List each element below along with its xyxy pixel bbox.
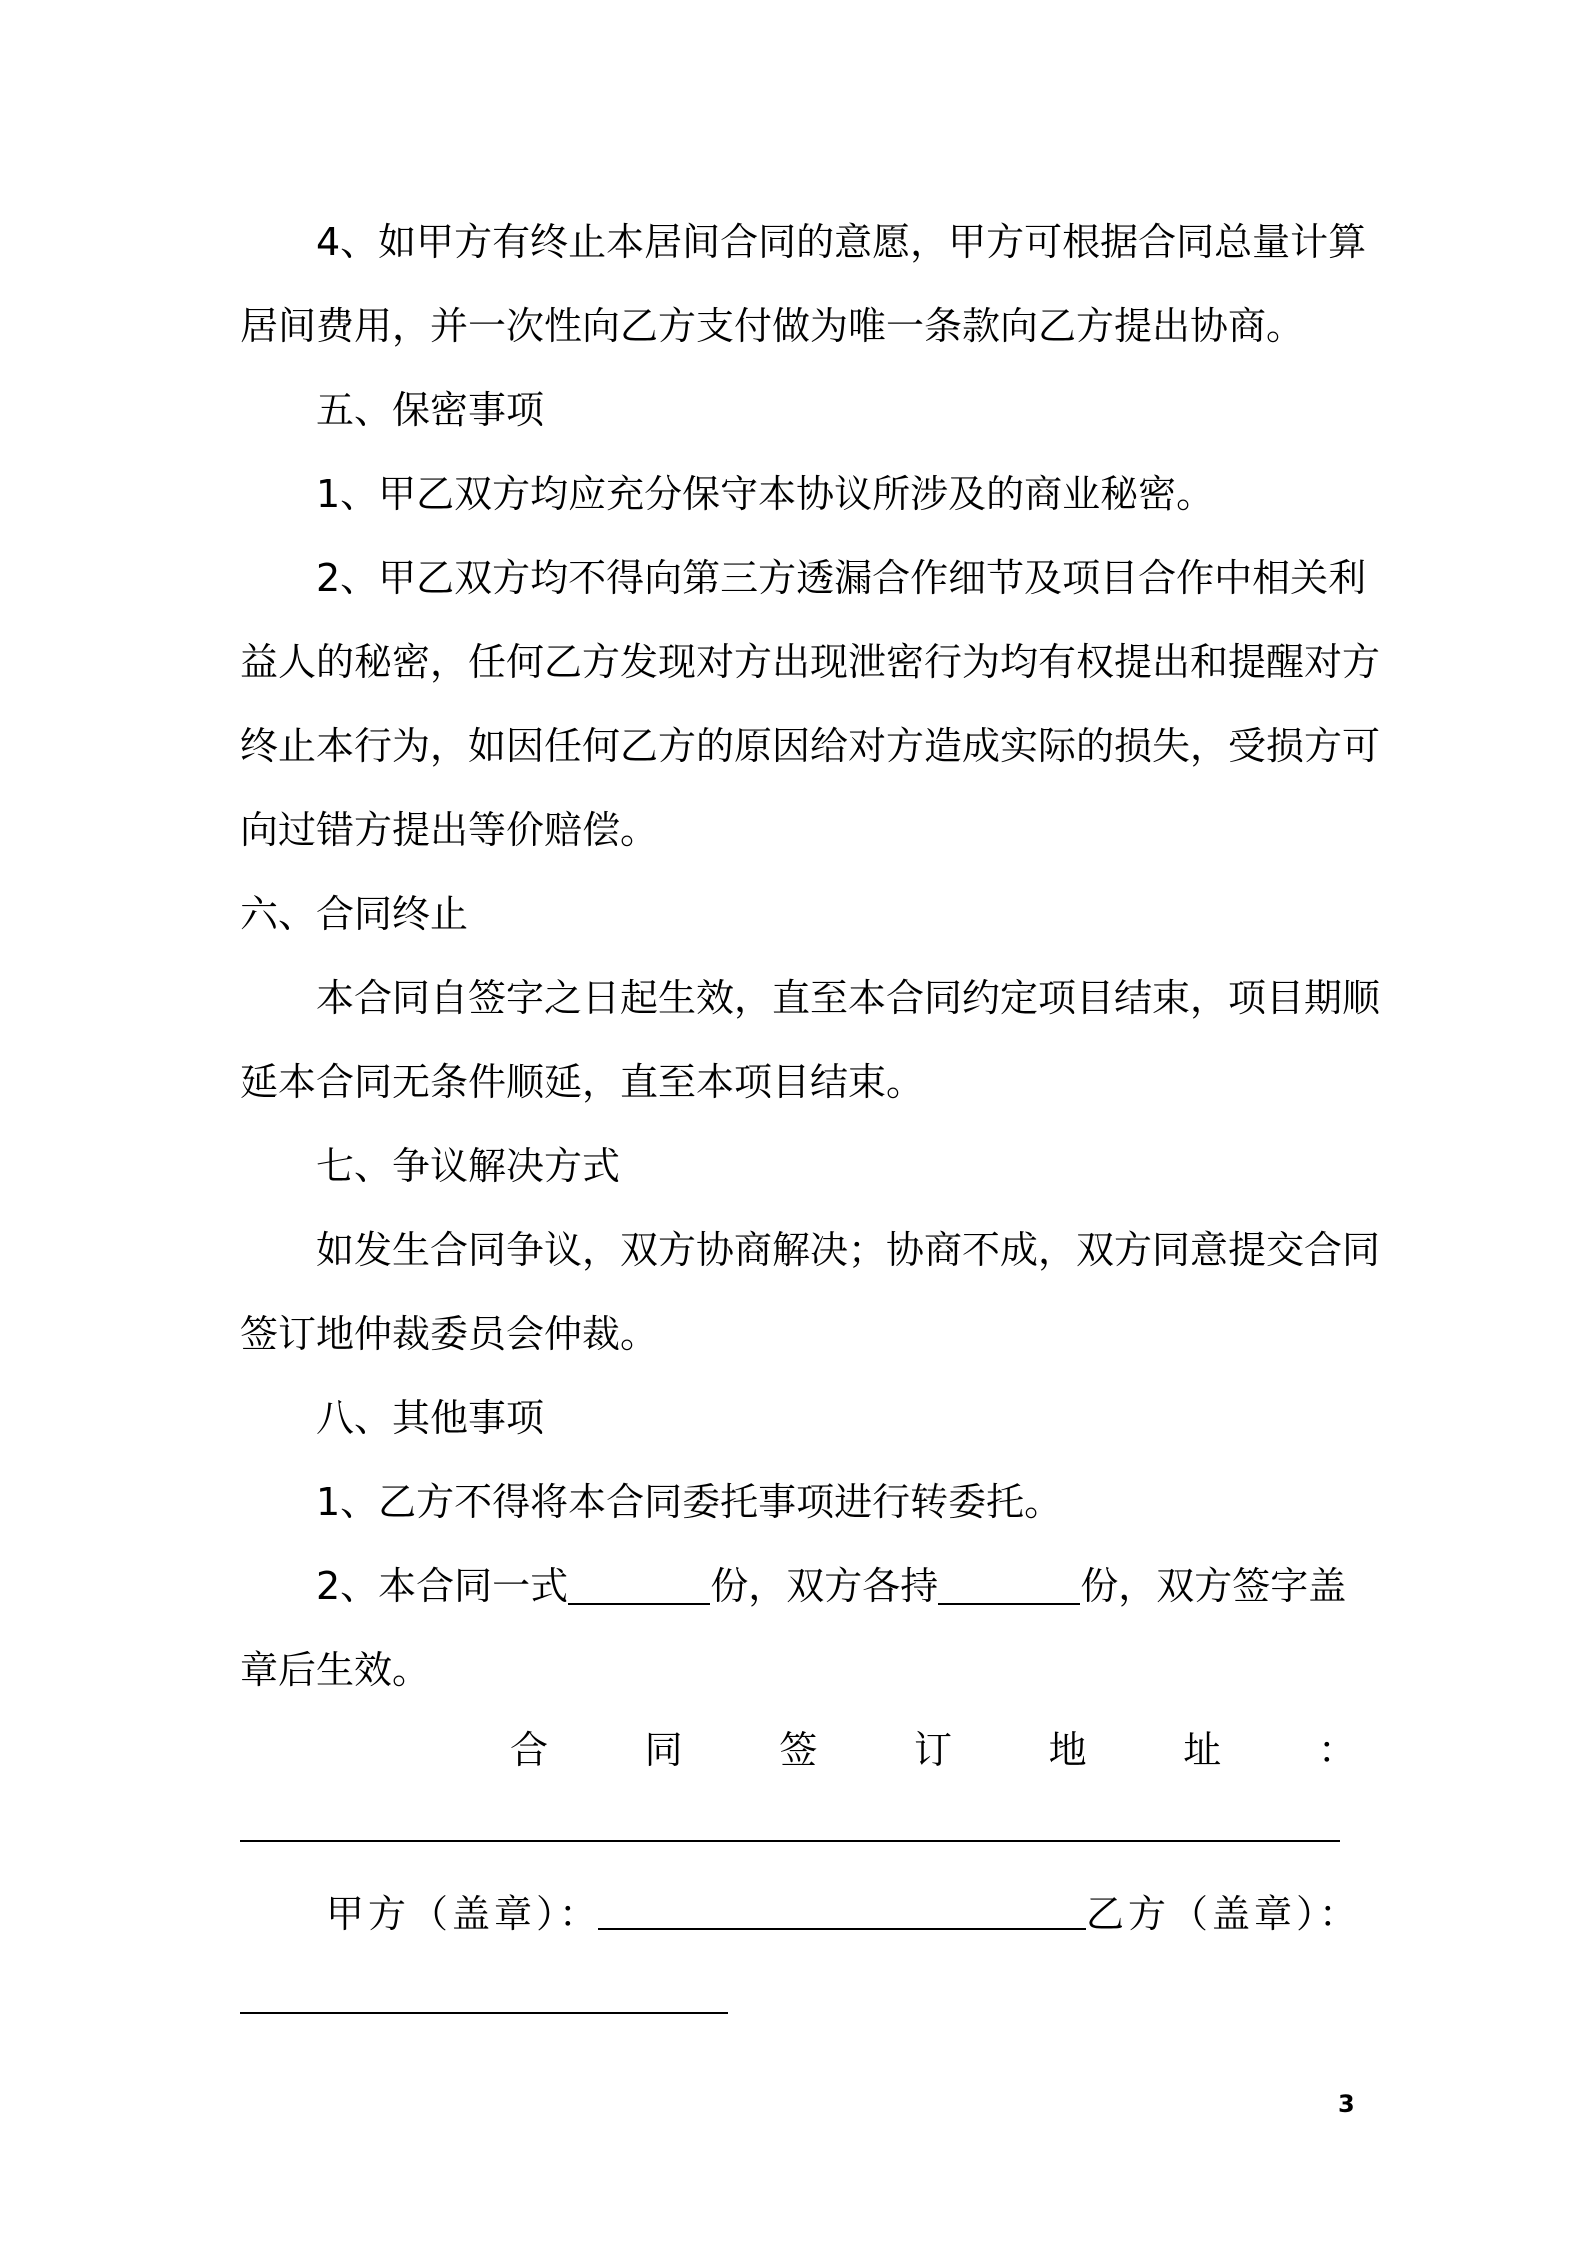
signing-address-label bbox=[240, 1708, 1356, 1792]
page-number: 3 bbox=[1338, 2090, 1355, 2118]
address-char: 订 bbox=[913, 1728, 952, 1772]
copies-each-blank bbox=[938, 1565, 1080, 1605]
section-8-title: 八、其他事项 bbox=[316, 1396, 545, 1440]
party-a-seal-label: 甲方（盖章）： bbox=[326, 1892, 602, 1936]
address-char: 地 bbox=[1048, 1728, 1087, 1772]
copies-suffix: 份，双方签字盖 bbox=[1080, 1564, 1347, 1608]
address-char: 同 bbox=[644, 1728, 683, 1772]
address-char: 址 bbox=[1183, 1728, 1222, 1772]
section-7-line-1: 如发生合同争议，双方协商解决；协商不成，双方同意提交合同 bbox=[316, 1228, 1381, 1272]
copies-mid: 份，双方各持 bbox=[710, 1564, 939, 1608]
party-a-seal-blank bbox=[598, 1928, 1086, 1930]
address-char: 签 bbox=[779, 1728, 818, 1772]
section-8-item-2-line-2: 章后生效。 bbox=[240, 1648, 431, 1692]
party-b-seal-label: 乙方（盖章）： bbox=[1086, 1892, 1362, 1936]
section-6-line-1: 本合同自签字之日起生效，直至本合同约定项目结束，项目期顺 bbox=[316, 976, 1381, 1020]
section-5-title: 五、保密事项 bbox=[316, 388, 545, 432]
section-6-title: 六、合同终止 bbox=[240, 892, 469, 936]
contract-page bbox=[240, 200, 1381, 1936]
address-char: 合 bbox=[510, 1728, 549, 1772]
section-5-item-2-line-4: 向过错方提出等价赔偿。 bbox=[240, 808, 659, 852]
section-8-item-2-line-1 bbox=[240, 1544, 1356, 1628]
section-7-line-2: 签订地仲裁委员会仲裁。 bbox=[240, 1312, 659, 1356]
section-5-item-1: 1、甲乙双方均应充分保守本协议所涉及的商业秘密。 bbox=[316, 472, 1215, 516]
clause-4-line-2: 居间费用，并一次性向乙方支付做为唯一条款向乙方提出协商。 bbox=[240, 304, 1305, 348]
address-char: ： bbox=[1317, 1728, 1356, 1772]
copies-prefix: 2、本合同一式 bbox=[316, 1564, 569, 1608]
section-5-item-2-line-3: 终止本行为，如因任何乙方的原因给对方造成实际的损失，受损方可 bbox=[240, 724, 1381, 768]
signature-row bbox=[240, 1872, 1362, 1956]
copies-total-blank bbox=[568, 1565, 710, 1605]
section-5-item-2-line-1: 2、甲乙双方均不得向第三方透漏合作细节及项目合作中相关利 bbox=[316, 556, 1367, 600]
section-6-line-2: 延本合同无条件顺延，直至本项目结束。 bbox=[240, 1060, 925, 1104]
clause-4-line-1: 4、如甲方有终止本居间合同的意愿，甲方可根据合同总量计算 bbox=[316, 220, 1367, 264]
section-5-item-2-line-2: 益人的秘密，任何乙方发现对方出现泄密行为均有权提出和提醒对方 bbox=[240, 640, 1381, 684]
section-7-title: 七、争议解决方式 bbox=[316, 1144, 621, 1188]
party-b-seal-blank bbox=[240, 2012, 728, 2014]
signing-address-blank bbox=[240, 1840, 1340, 1842]
section-8-item-1: 1、乙方不得将本合同委托事项进行转委托。 bbox=[316, 1480, 1063, 1524]
